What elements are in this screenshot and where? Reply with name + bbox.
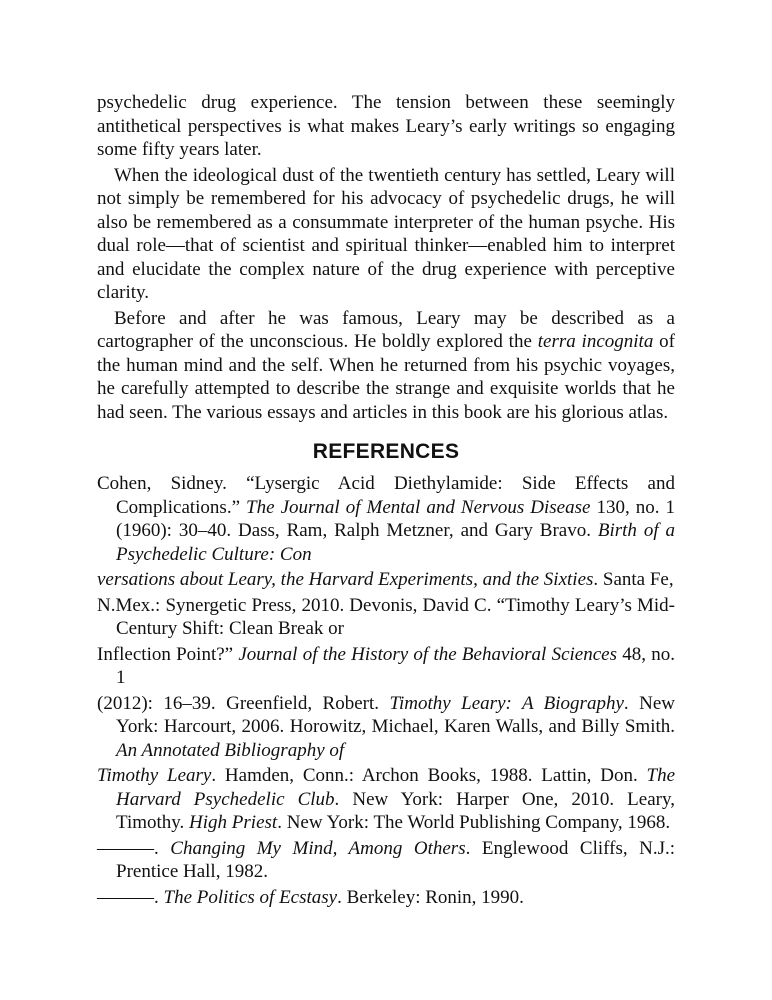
- paragraph-3-text: of the human mind and the self. When he returned from his psychic voyages, he carefully attempted to describe the strange and exquisite worlds that he had seen. The various essays and articles in this book are his glorious atlas.: [97, 331, 675, 423]
- body-text: [97, 91, 675, 424]
- reference-text: . New York: Harcourt, 2006. Horowitz, Michael, Karen Walls, and Billy Smith.: [116, 692, 675, 737]
- reference-text: . Santa Fe,: [593, 569, 674, 590]
- reference-text: N.Mex.: Synergetic Press, 2010. Devonis, David C. “Timothy Leary’s Mid-Century Shift: Clean Break or: [97, 594, 675, 639]
- reference-entry: [97, 643, 675, 690]
- reference-title: An Annotated Bibliography of: [116, 739, 345, 761]
- reference-title: High Priest: [189, 812, 278, 833]
- reference-entry: [97, 692, 675, 763]
- reference-text: Cohen, Sidney. “Lysergic Acid Diethylamide: Side Effects and Complications.”: [97, 473, 675, 518]
- reference-text: . New York: Harper One, 2010. Leary, Timothy.: [116, 788, 675, 833]
- reference-entry: [97, 594, 675, 641]
- reference-text: 48, no. 1: [116, 643, 675, 688]
- reference-text: . Hamden, Conn.: Archon Books, 1988. Lattin, Don.: [211, 765, 647, 786]
- paragraph-3-text: Before and after he was famous, Leary may be described as a cartographer of the unconscious. He boldly explored the: [97, 307, 675, 352]
- reference-title: Changing My Mind, Among Others: [170, 837, 466, 859]
- references-list: [97, 472, 675, 909]
- reference-text: 130, no. 1 (1960): 30–40. Dass, Ram, Ralph Metzner, and Gary Bravo.: [116, 496, 676, 541]
- reference-title: Journal of the History of the Behavioral Sciences: [238, 643, 617, 665]
- paragraph-2: When the ideological dust of the twentieth century has settled, Leary will not simply be remembered for his advocacy of psychedelic drugs, he will also be remembered as a consummate interpreter of the human psyche. His dual role—that of scientist and spiritual thinker—enabled him to interpret and elucidate the complex nature of the drug experience with perceptive clarity.: [97, 164, 675, 303]
- reference-text: Inflection Point?”: [97, 643, 239, 665]
- reference-text: . Englewood Cliffs, N.J.: Prentice Hall, 1982.: [116, 837, 675, 882]
- references-heading: REFERENCES: [312, 440, 460, 463]
- paragraph-3: [97, 307, 675, 425]
- reference-text: . Berkeley: Ronin, 1990.: [337, 886, 524, 908]
- reference-text: ———.: [97, 837, 171, 859]
- reference-title: Timothy Leary: [97, 765, 212, 786]
- reference-entry: [97, 472, 675, 566]
- reference-title: The Politics of Ecstasy: [163, 886, 338, 908]
- reference-text: ———.: [97, 886, 164, 908]
- reference-title: Timothy Leary: A Biography: [389, 692, 624, 714]
- reference-text: (2012): 16–39. Greenfield, Robert.: [97, 692, 390, 714]
- paragraph-3-italic: terra incognita: [537, 331, 654, 352]
- reference-text: . New York: The World Publishing Company, 1968.: [277, 812, 671, 833]
- reference-title: Birth of a Psychedelic Culture: Con: [116, 520, 676, 565]
- reference-entry: [97, 886, 675, 910]
- reference-entry: [97, 837, 675, 884]
- paragraph-1: psychedelic drug experience. The tension between these seemingly antithetical perspectives is what makes Leary’s early writings so engaging some fifty years later.: [97, 92, 675, 160]
- reference-title: versations about Leary, the Harvard Experiments, and the Sixties: [97, 569, 594, 590]
- reference-entry: [97, 764, 675, 835]
- reference-title: The Journal of Mental and Nervous Disease: [246, 496, 591, 518]
- reference-title: The Harvard Psychedelic Club: [116, 765, 675, 810]
- reference-entry: [97, 568, 675, 592]
